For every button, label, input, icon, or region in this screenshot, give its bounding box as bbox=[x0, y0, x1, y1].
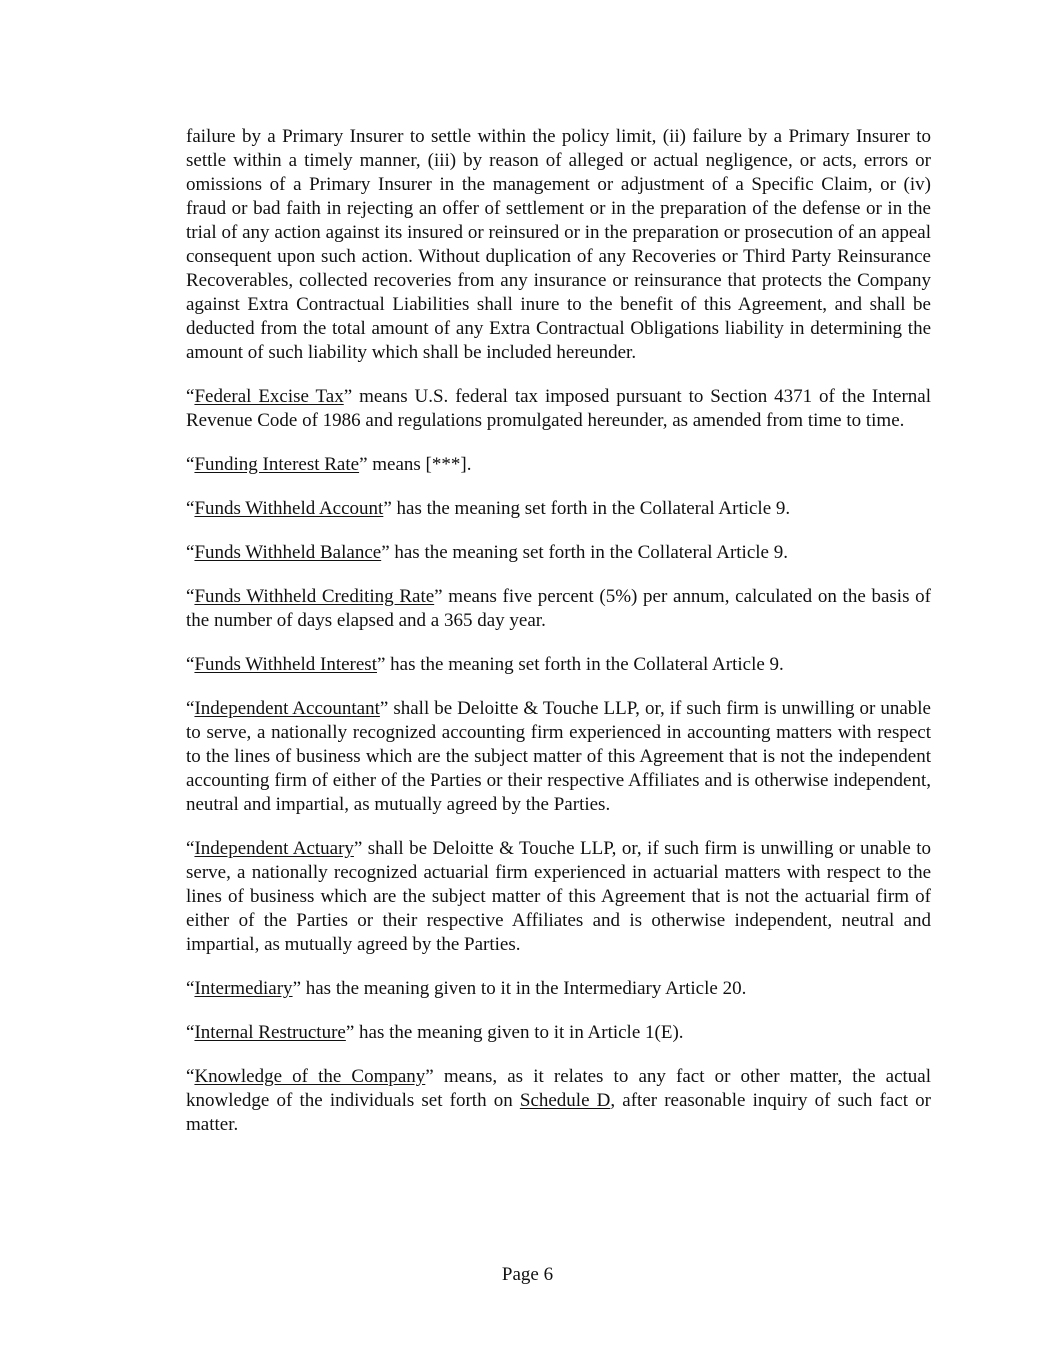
definition-federal-excise-tax bbox=[186, 385, 931, 433]
defined-term: Independent Actuary bbox=[194, 838, 354, 859]
definition-text: ” has the meaning given to it in the Intermediary Article 20. bbox=[292, 978, 747, 999]
open-quote: “ bbox=[186, 586, 195, 607]
definition-text: ” has the meaning set forth in the Collateral Article 9. bbox=[376, 654, 784, 675]
document-body bbox=[186, 125, 931, 1157]
definition-text: ” means U.S. federal tax imposed pursuant to Section 4371 of the Internal Revenue Code of 1986 and regulations promulgated hereunder, as amended from time to time. bbox=[186, 386, 931, 431]
open-quote: “ bbox=[186, 978, 195, 999]
definition-intermediary bbox=[186, 977, 931, 1001]
defined-term: Independent Accountant bbox=[194, 698, 380, 719]
defined-term: Federal Excise Tax bbox=[194, 386, 344, 407]
definition-text: ” means five percent (5%) per annum, calculated on the basis of the number of days elapsed and a 365 day year. bbox=[186, 586, 931, 631]
defined-term: Funds Withheld Interest bbox=[194, 654, 377, 675]
definition-funding-interest-rate bbox=[186, 453, 931, 477]
definition-knowledge-of-the-company bbox=[186, 1065, 931, 1137]
open-quote: “ bbox=[186, 698, 195, 719]
open-quote: “ bbox=[186, 454, 195, 475]
open-quote: “ bbox=[186, 1066, 195, 1087]
defined-term: Funding Interest Rate bbox=[194, 454, 360, 475]
definition-text-continued: , after reasonable inquiry of such fact or matter. bbox=[186, 1090, 931, 1135]
definition-text: ” has the meaning given to it in Article 1(E). bbox=[345, 1022, 684, 1043]
definition-independent-actuary bbox=[186, 837, 931, 957]
definition-text: ” has the meaning set forth in the Collateral Article 9. bbox=[381, 542, 788, 563]
schedule-d-reference: Schedule D bbox=[519, 1090, 611, 1111]
page-number: Page 6 bbox=[501, 1264, 554, 1285]
definition-funds-withheld-balance bbox=[186, 541, 931, 565]
open-quote: “ bbox=[186, 654, 195, 675]
open-quote: “ bbox=[186, 386, 195, 407]
definition-text: ” means, as it relates to any fact or other matter, the actual knowledge of the individuals set forth on bbox=[186, 1066, 931, 1111]
open-quote: “ bbox=[186, 498, 195, 519]
definition-text: ” shall be Deloitte & Touche LLP, or, if such firm is unwilling or unable to serve, a nationally recognized accounting firm experienced in accounting matters with respect to the lines of business which are the subject matter of this Agreement that is not the independent accounting firm of either of the Parties or their respective Affiliates and is otherwise independent, neutral and impartial, as mutually agreed by the Parties. bbox=[186, 698, 931, 815]
definition-internal-restructure bbox=[186, 1021, 931, 1045]
defined-term: Knowledge of the Company bbox=[194, 1066, 426, 1087]
defined-term: Intermediary bbox=[194, 978, 293, 999]
definition-funds-withheld-crediting-rate bbox=[186, 585, 931, 633]
open-quote: “ bbox=[186, 838, 195, 859]
definition-text: ” shall be Deloitte & Touche LLP, or, if such firm is unwilling or unable to serve, a nationally recognized actuarial firm experienced in actuarial matters with respect to the lines of business which are the subject matter of this Agreement that is not the actuarial firm of either of the Parties or their respective Affiliates and is otherwise independent, neutral and impartial, as mutually agreed by the Parties. bbox=[186, 838, 931, 955]
defined-term: Funds Withheld Balance bbox=[194, 542, 382, 563]
open-quote: “ bbox=[186, 542, 195, 563]
defined-term: Internal Restructure bbox=[194, 1022, 346, 1043]
defined-term: Funds Withheld Account bbox=[194, 498, 384, 519]
intro-paragraph: failure by a Primary Insurer to settle within the policy limit, (ii) failure by a Primary Insurer to settle within a timely manner, (iii) by reason of alleged or actual negligence, or acts, errors or omissions of a Primary Insurer in the management or adjustment of a Specific Claim, or (iv) fraud or bad faith in rejecting an offer of settlement or in the preparation of the defense or in the trial of any action against its insured or reinsured or in the preparation or prosecution of an appeal consequent upon such action. Without duplication of any Recoveries or Third Party Reinsurance Recoverables, collected recoveries from any insurance or reinsurance that protects the Company against Extra Contractual Liabilities shall inure to the benefit of this Agreement, and shall be deducted from the total amount of any Extra Contractual Obligations liability in determining the amount of such liability which shall be included hereunder. bbox=[186, 126, 931, 363]
open-quote: “ bbox=[186, 1022, 195, 1043]
definition-funds-withheld-interest bbox=[186, 653, 931, 677]
definition-funds-withheld-account bbox=[186, 497, 931, 521]
defined-term: Funds Withheld Crediting Rate bbox=[194, 586, 435, 607]
definition-text: ” means [***]. bbox=[359, 454, 472, 475]
definition-independent-accountant bbox=[186, 697, 931, 817]
definition-text: ” has the meaning set forth in the Collateral Article 9. bbox=[383, 498, 791, 519]
